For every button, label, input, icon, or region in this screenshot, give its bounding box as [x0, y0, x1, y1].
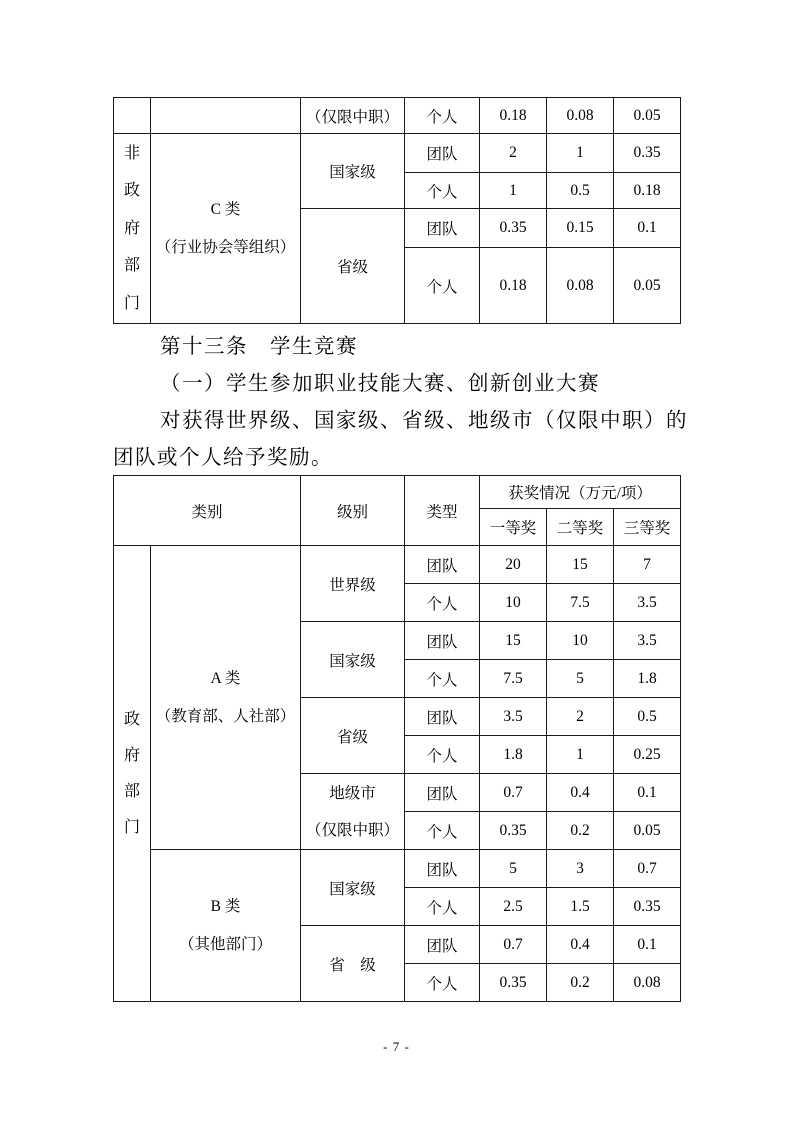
category-line-1: A 类 [210, 669, 241, 687]
type-cell: 团队 [405, 209, 480, 248]
table-row [114, 546, 681, 584]
table-row [114, 850, 681, 888]
header-second-prize: 二等奖 [547, 509, 614, 546]
prize-third-cell: 0.1 [614, 209, 681, 248]
prize-third-cell: 0.25 [614, 736, 681, 774]
prize-third-cell: 0.1 [614, 926, 681, 964]
type-cell: 个人 [405, 248, 480, 324]
type-cell: 团队 [405, 134, 480, 173]
type-cell: 个人 [405, 964, 480, 1002]
prize-first-cell: 15 [480, 622, 547, 660]
page-number: - 7 - [383, 1039, 410, 1054]
prize-second-cell: 0.2 [547, 964, 614, 1002]
prize-first-cell: 20 [480, 546, 547, 584]
prize-second-cell: 0.15 [547, 209, 614, 248]
prize-first-cell: 7.5 [480, 660, 547, 698]
level-cell: 省级 [301, 698, 405, 774]
vertical-label-char: 门 [123, 818, 140, 836]
level-cell: 国家级 [301, 622, 405, 698]
category-line-1: B 类 [210, 897, 241, 915]
prize-first-cell: 0.35 [480, 812, 547, 850]
category-cell [151, 850, 301, 1002]
vertical-label-char: 非 [123, 144, 140, 162]
type-cell: 个人 [405, 584, 480, 622]
level-cell: （仅限中职） [301, 98, 405, 134]
prize-third-cell: 0.35 [614, 888, 681, 926]
prize-second-cell: 10 [547, 622, 614, 660]
type-cell: 个人 [405, 736, 480, 774]
prize-third-cell: 0.1 [614, 774, 681, 812]
paragraph-line-1: 对获得世界级、国家级、省级、地级市（仅限中职）的 [160, 410, 688, 432]
prize-second-cell: 7.5 [547, 584, 614, 622]
prize-first-cell: 2 [480, 134, 547, 173]
category-line-1: C 类 [210, 200, 241, 218]
type-cell: 团队 [405, 622, 480, 660]
article-heading: 第十三条 学生竞赛 [160, 336, 358, 358]
type-cell: 团队 [405, 546, 480, 584]
header-first-prize: 一等奖 [480, 509, 547, 546]
level-line-2: （仅限中职） [306, 821, 400, 839]
prize-first-cell: 0.35 [480, 964, 547, 1002]
prize-second-cell: 0.4 [547, 774, 614, 812]
header-third-prize: 三等奖 [614, 509, 681, 546]
prize-first-cell: 1 [480, 173, 547, 209]
prize-first-cell: 10 [480, 584, 547, 622]
table-row [114, 134, 681, 173]
prize-first-cell: 0.18 [480, 98, 547, 134]
prize-first-cell: 1.8 [480, 736, 547, 774]
prize-third-cell: 0.05 [614, 812, 681, 850]
vertical-label-char: 政 [123, 710, 140, 728]
prize-first-cell: 0.7 [480, 774, 547, 812]
prize-second-cell: 0.08 [547, 248, 614, 324]
category-cell [151, 134, 301, 324]
prize-third-cell: 0.08 [614, 964, 681, 1002]
vertical-label-nongov [114, 134, 151, 324]
type-cell: 个人 [405, 173, 480, 209]
vertical-label-char: 部 [123, 257, 140, 274]
table-nongov-awards [113, 97, 681, 324]
header-type: 类型 [405, 476, 480, 546]
vertical-label-gov [114, 546, 151, 1002]
type-cell: 团队 [405, 926, 480, 964]
type-cell: 个人 [405, 812, 480, 850]
level-cell: 世界级 [301, 546, 405, 622]
item-heading: （一）学生参加职业技能大赛、创新创业大赛 [160, 373, 600, 395]
type-cell: 个人 [405, 660, 480, 698]
table-gov-student-awards [113, 475, 681, 1002]
prize-third-cell: 3.5 [614, 622, 681, 660]
prize-second-cell: 0.5 [547, 173, 614, 209]
prize-third-cell: 0.18 [614, 173, 681, 209]
prize-third-cell: 3.5 [614, 584, 681, 622]
paragraph-line-2: 团队或个人给予奖励。 [113, 447, 333, 469]
vertical-label-char: 门 [123, 294, 140, 312]
category-cell [151, 546, 301, 850]
vertical-label-char: 部 [123, 782, 140, 800]
prize-third-cell: 7 [614, 546, 681, 584]
header-category: 类别 [114, 476, 301, 546]
prize-second-cell: 1 [547, 134, 614, 173]
prize-second-cell: 0.4 [547, 926, 614, 964]
prize-second-cell: 5 [547, 660, 614, 698]
level-cell: 国家级 [301, 134, 405, 209]
type-cell: 个人 [405, 888, 480, 926]
level-line-1: 地级市 [329, 784, 376, 802]
prize-first-cell: 2.5 [480, 888, 547, 926]
table-row [114, 98, 681, 134]
header-award-group: 获奖情况（万元/项） [480, 476, 681, 509]
table-header-row [114, 476, 681, 509]
level-cell: 省 级 [301, 926, 405, 1002]
vertical-label-char: 府 [123, 746, 140, 764]
prize-second-cell: 2 [547, 698, 614, 736]
prize-third-cell: 0.5 [614, 698, 681, 736]
vertical-label-char: 政 [123, 182, 140, 199]
type-cell: 团队 [405, 774, 480, 812]
category-line-2: （行业协会等组织） [155, 238, 296, 256]
prize-first-cell: 3.5 [480, 698, 547, 736]
t1-empty-cell-b [151, 98, 301, 134]
vertical-label-stack [114, 549, 150, 999]
prize-first-cell: 0.18 [480, 248, 547, 324]
vertical-label-char: 府 [123, 219, 140, 237]
article-text-block [113, 329, 688, 477]
level-cell [301, 774, 405, 850]
prize-first-cell: 0.35 [480, 209, 547, 248]
type-cell: 个人 [405, 98, 480, 134]
prize-third-cell: 1.8 [614, 660, 681, 698]
prize-second-cell: 15 [547, 546, 614, 584]
prize-second-cell: 1 [547, 736, 614, 774]
prize-second-cell: 0.2 [547, 812, 614, 850]
prize-third-cell: 0.05 [614, 98, 681, 134]
type-cell: 团队 [405, 698, 480, 736]
prize-third-cell: 0.05 [614, 248, 681, 324]
prize-second-cell: 0.08 [547, 98, 614, 134]
t1-empty-cell-a [114, 98, 151, 134]
prize-second-cell: 1.5 [547, 888, 614, 926]
vertical-label-stack [114, 137, 150, 321]
prize-second-cell: 3 [547, 850, 614, 888]
header-level: 级别 [301, 476, 405, 546]
prize-third-cell: 0.35 [614, 134, 681, 173]
prize-first-cell: 5 [480, 850, 547, 888]
category-line-2: （其他部门） [179, 935, 273, 953]
prize-first-cell: 0.7 [480, 926, 547, 964]
type-cell: 团队 [405, 850, 480, 888]
level-cell: 省级 [301, 209, 405, 324]
prize-third-cell: 0.7 [614, 850, 681, 888]
level-cell: 国家级 [301, 850, 405, 926]
category-line-2: （教育部、人社部） [155, 707, 296, 725]
